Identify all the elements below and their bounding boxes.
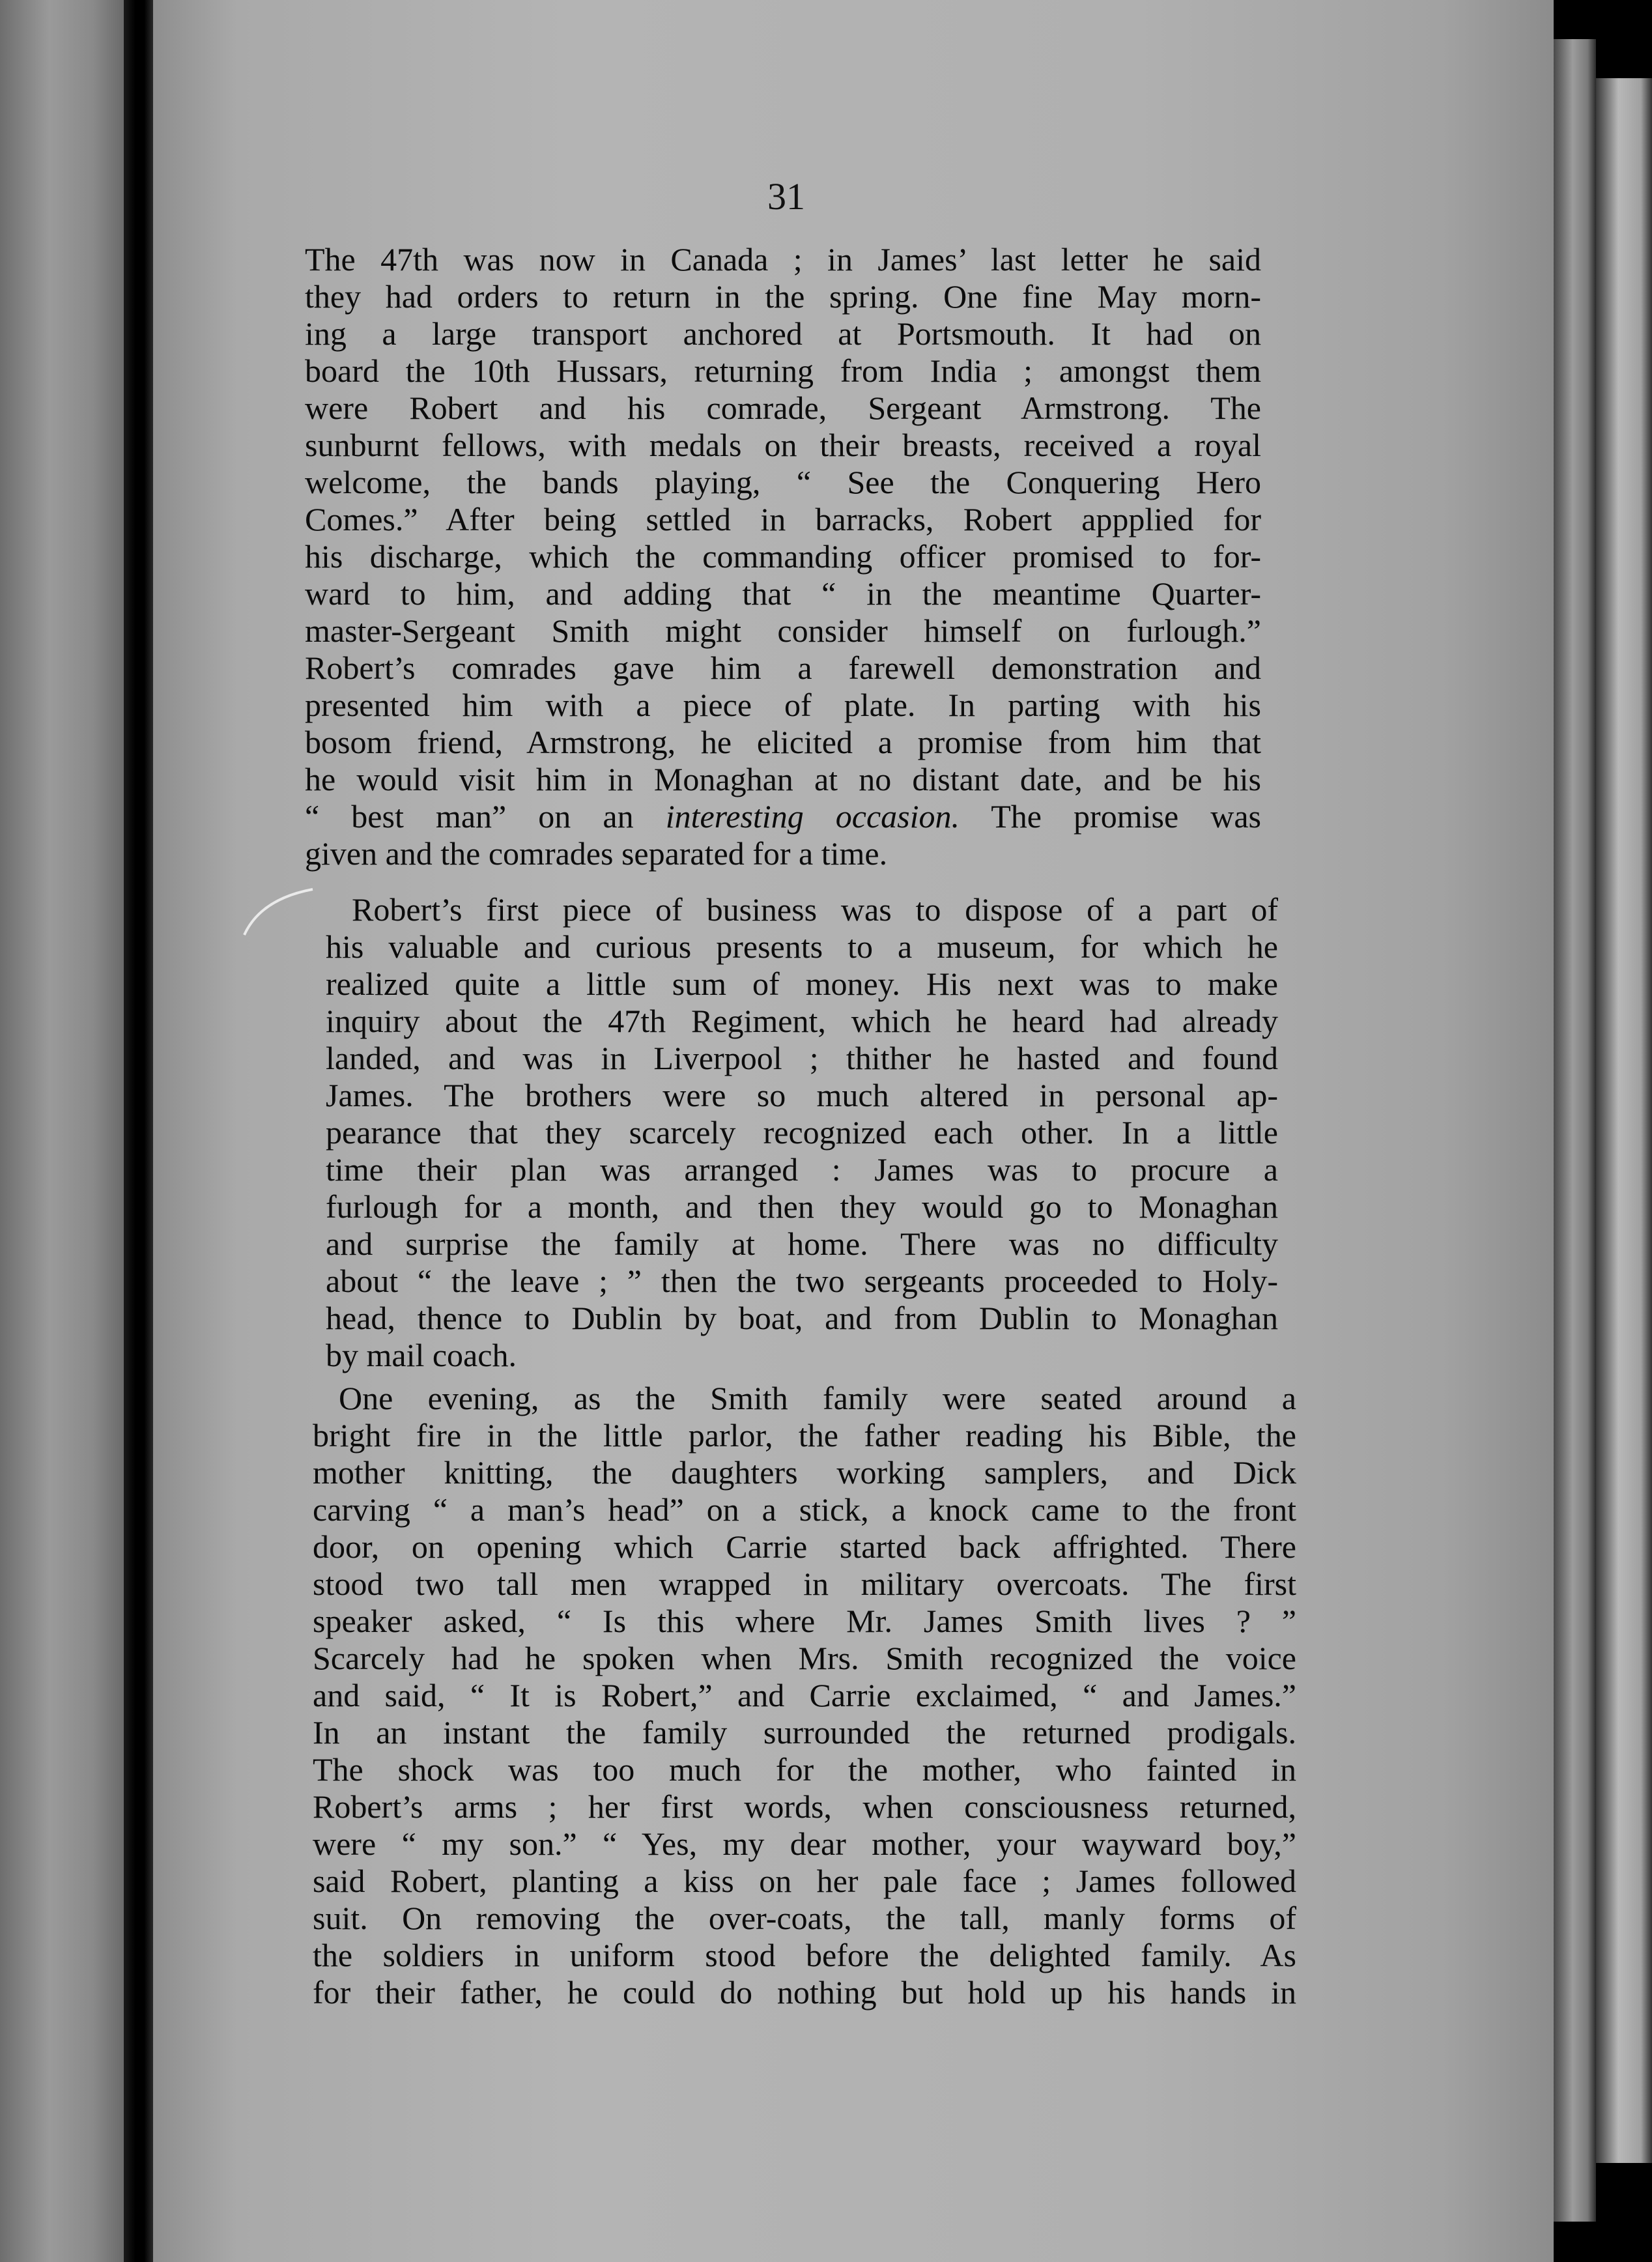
text-line: and surprise the family at home. There was no difficulty	[326, 1225, 1278, 1262]
text-line: the soldiers in uniform stood before the delighted family. As	[313, 1937, 1296, 1973]
text-line: One evening, as the Smith family were seated around a	[339, 1380, 1296, 1416]
text-line-with-italic	[305, 798, 1261, 835]
text-line: given and the comrades separated for a time.	[305, 835, 888, 872]
text-line: time their plan was arranged : James was to procure a	[326, 1151, 1278, 1188]
text-line: pearance that they scarcely recognized each other. In a little	[326, 1114, 1278, 1151]
text-line: In an instant the family surrounded the returned prodigals.	[313, 1714, 1296, 1751]
text-line: they had orders to return in the spring. One fine May morn-	[305, 278, 1261, 315]
text-line: inquiry about the 47th Regiment, which he heard had already	[326, 1003, 1278, 1039]
text-line: James. The brothers were so much altered in personal ap-	[326, 1077, 1278, 1113]
text-line: ward to him, and adding that “ in the meantime Quarter-	[305, 575, 1261, 612]
text-line: Scarcely had he spoken when Mrs. Smith recognized the voice	[313, 1640, 1296, 1676]
text-line: said Robert, planting a kiss on her pale face ; James followed	[313, 1863, 1296, 1899]
paragraph-1	[305, 241, 1261, 872]
text-line: landed, and was in Liverpool ; thither he hasted and found	[326, 1040, 1278, 1076]
italic-phrase: interesting occasion.	[665, 798, 960, 835]
text-line: and said, “ It is Robert,” and Carrie exclaimed, “ and James.”	[313, 1677, 1296, 1713]
text-segment: “ best man” on an	[305, 798, 666, 835]
text-line: ing a large transport anchored at Portsmouth. It had on	[305, 315, 1261, 352]
text-line: Comes.” After being settled in barracks, Robert appplied for	[305, 501, 1261, 537]
book-gutter	[124, 0, 153, 2262]
text-line: he would visit him in Monaghan at no distant date, and be his	[305, 761, 1261, 797]
text-line: mother knitting, the daughters working samplers, and Dick	[313, 1454, 1296, 1491]
text-line: by mail coach.	[326, 1337, 517, 1373]
text-line: The shock was too much for the mother, who fainted in	[313, 1751, 1296, 1788]
text-line: head, thence to Dublin by boat, and from Dublin to Monaghan	[326, 1300, 1278, 1336]
text-line: presented him with a piece of plate. In parting with his	[305, 687, 1261, 723]
text-line: bosom friend, Armstrong, he elicited a promise from him that	[305, 724, 1261, 760]
text-line: welcome, the bands playing, “ See the Conquering Hero	[305, 464, 1261, 500]
text-line: carving “ a man’s head” on a stick, a knock came to the front	[313, 1491, 1296, 1528]
text-line: realized quite a little sum of money. His next was to make	[326, 966, 1278, 1002]
text-line: Robert’s arms ; her first words, when consciousness returned,	[313, 1788, 1296, 1825]
text-line: for their father, he could do nothing but hold up his hands in	[313, 1974, 1296, 2011]
text-line: furlough for a month, and then they would go to Monaghan	[326, 1188, 1278, 1225]
text-line: sunburnt fellows, with medals on their breasts, received a royal	[305, 427, 1261, 463]
paragraph-3	[313, 1380, 1296, 2011]
scan-scratch-mark	[241, 886, 319, 938]
text-line: were Robert and his comrade, Sergeant Armstrong. The	[305, 390, 1261, 426]
text-segment: The promise was	[960, 798, 1261, 835]
text-line: Robert’s comrades gave him a farewell demonstration and	[305, 650, 1261, 686]
text-line: about “ the leave ; ” then the two sergeants proceeded to Holy-	[326, 1263, 1278, 1299]
text-line: speaker asked, “ Is this where Mr. James Smith lives ? ”	[313, 1603, 1296, 1639]
text-line: were “ my son.” “ Yes, my dear mother, your wayward boy,”	[313, 1825, 1296, 1862]
text-line: suit. On removing the over-coats, the tall, manly forms of	[313, 1900, 1296, 1936]
text-line: door, on opening which Carrie started back affrighted. There	[313, 1528, 1296, 1565]
paragraph-2	[326, 891, 1278, 1374]
text-line: Robert’s first piece of business was to dispose of a part of	[352, 891, 1278, 928]
text-line: bright fire in the little parlor, the father reading his Bible, the	[313, 1417, 1296, 1453]
text-line: stood two tall men wrapped in military overcoats. The first	[313, 1566, 1296, 1602]
text-line: board the 10th Hussars, returning from India ; amongst them	[305, 352, 1261, 389]
text-line: his discharge, which the commanding officer promised to for-	[305, 538, 1261, 575]
page-edge-outer	[1596, 78, 1652, 2163]
previous-page-edge	[0, 0, 124, 2262]
text-line: The 47th was now in Canada ; in James’ last letter he said	[305, 241, 1261, 278]
text-line: his valuable and curious presents to a museum, for which he	[326, 928, 1278, 965]
page-number: 31	[767, 175, 805, 218]
text-line: master-Sergeant Smith might consider himself on furlough.”	[305, 612, 1261, 649]
page-edge-right	[1554, 39, 1596, 2222]
